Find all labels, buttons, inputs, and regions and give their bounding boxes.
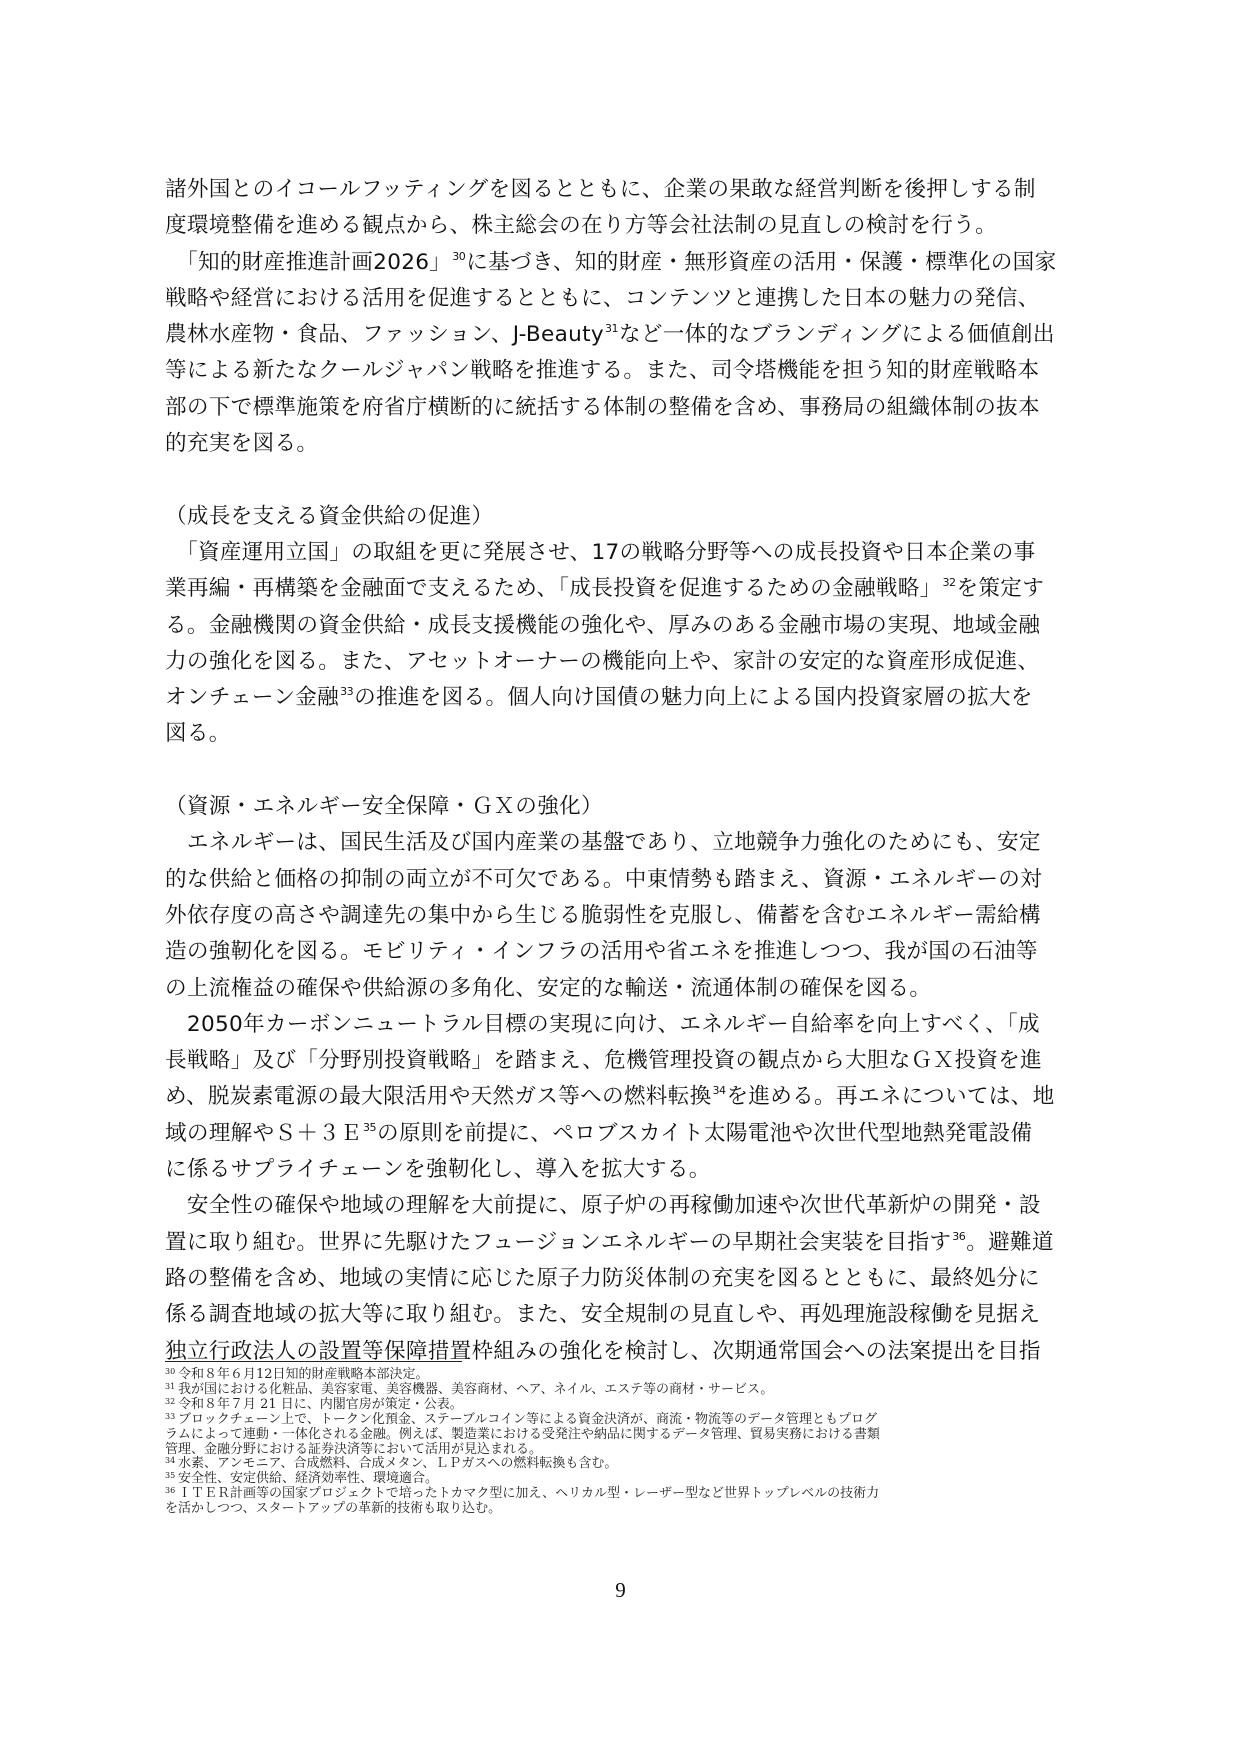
paragraph-line: 造の強靭化を図る。モビリティ・インフラの活用や省エネを推進しつつ、我が国の石油等 bbox=[165, 939, 1038, 965]
footnote-ref[interactable]: 32 bbox=[942, 576, 956, 590]
footnote-item: 31 我が国における化粧品、美容家電、美容機器、美容商材、ヘア、ネイル、エステ等の商材・サービス。 bbox=[165, 1381, 774, 1397]
paragraph-line bbox=[165, 1225, 1075, 1261]
footnote-ref[interactable]: 34 bbox=[712, 1084, 726, 1098]
text-run: 農林水産物・食品、ファッション、J-Beauty bbox=[165, 322, 604, 348]
footnote-text: 管理、金融分野における証券決済等において活用が見込まれる。 bbox=[165, 1441, 543, 1457]
text-run: 「知的財産推進計画2026」 bbox=[186, 249, 452, 275]
text-run: エネルギーは、国民生活及び国内産業の基盤であり、立地競争力強化のためにも、安定 bbox=[186, 830, 1041, 856]
text-run: の推進を図る。個人向け国債の魅力向上による国内投資家層の拡大を bbox=[354, 685, 1033, 711]
text-run: を進める。再エネについては、地 bbox=[726, 1084, 1055, 1110]
footnote-text: 安全性、安定供給、経済効率性、環境適合。 bbox=[178, 1471, 439, 1487]
footnote-separator bbox=[165, 1361, 462, 1362]
paragraph-line bbox=[165, 1188, 1075, 1224]
footnote-text: ラムによって連動・一体化される金融。例えば、製造業における受発注や納品に関するデータ管理、貿易実務における書類 bbox=[165, 1426, 880, 1442]
footnote-item: 34 水素、アンモニア、合成燃料、合成メタン、ＬＰガスへの燃料転換も含む。 bbox=[165, 1456, 618, 1472]
text-run: 安全性の確保や地域の理解を大前提に、原子炉の再稼働加速や次世代革新炉の開発・設 bbox=[186, 1193, 1041, 1219]
text-run: の原則を前提に、ペロブスカイト太陽電池や次世代型地熱発電設備 bbox=[377, 1120, 1033, 1146]
footnote-ref[interactable]: 35 bbox=[363, 1120, 377, 1134]
paragraph-line: 等による新たなクールジャパン戦略を推進する。また、司令塔機能を担う知的財産戦略本 bbox=[165, 358, 1040, 384]
paragraph-line: 路の整備を含め、地域の実情に応じた原子力防災体制の充実を図るとともに、最終処分に bbox=[165, 1265, 1040, 1291]
text-run: 。避難道 bbox=[966, 1229, 1054, 1255]
footnotes bbox=[165, 1368, 1075, 1517]
text-run: 業再編・再構築を金融面で支えるため、「成長投資を促進するための金融戦略」 bbox=[165, 576, 942, 602]
paragraph-line bbox=[165, 1007, 1075, 1043]
paragraph-line: 力の強化を図る。また、アセットオーナーの機能向上や、家計の安定的な資産形成促進、 bbox=[165, 648, 1040, 674]
text-run: 2050年カーボンニュートラル目標の実現に向け、エネルギー自給率を向上すべく、「成 bbox=[186, 1011, 1040, 1037]
section-heading: （資源・エネルギー安全保障・ＧＸの強化） bbox=[165, 794, 603, 820]
footnote-item: 36 ＩＴＥＲ計画等の国家プロジェクトで培ったトカマク型に加え、ヘリカル型・レーザー型など世界トップレベルの技術力 を活かしつつ、スタートアップの革新的技術も取り込む。 bbox=[165, 1487, 1075, 1517]
blank-line bbox=[165, 462, 1075, 498]
paragraph-line: 戦略や経営における活用を促進するとともに、コンテンツと連携した日本の魅力の発信、 bbox=[165, 285, 1040, 311]
text-run: オンチェーン金融 bbox=[165, 685, 340, 711]
paragraph-line bbox=[165, 1116, 1075, 1152]
text-run: 「資産運用立国」の取組を更に発展させ、17の戦略分野等への成長投資や日本企業の事 bbox=[186, 539, 1036, 565]
text-run: 置に取り組む。世界に先駆けたフュージョンエネルギーの早期社会実装を目指す bbox=[165, 1229, 952, 1255]
footnote-item: 35 安全性、安定供給、経済効率性、環境適合。 bbox=[165, 1471, 439, 1487]
paragraph-line: 独立行政法人の設置等保障措置枠組みの強化を検討し、次期通常国会への法案提出を目指 bbox=[165, 1338, 1041, 1364]
footnote-item: 32 令和８年７月 21 日に、内閣官房が策定・公表。 bbox=[165, 1396, 463, 1412]
paragraph-line: 諸外国とのイコールフッティングを図るとともに、企業の果敢な経営判断を後押しする制 bbox=[165, 177, 1036, 202]
paragraph-line: 長戦略」及び「分野別投資戦略」を踏まえ、危機管理投資の観点から大胆なＧＸ投資を進 bbox=[165, 1048, 1043, 1074]
footnote-item: 33 ブロックチェーン上で、トークン化預金、ステーブルコイン等による資金決済が、商流・物流等のデータ管理ともプログ ラムによって連動・一体化される金融。例えば、製造業における受発注や納品に関するデータ管理、貿易実務における書類 管理、金融分野における証券決済等において活用が見込まれる。 bbox=[165, 1413, 1075, 1458]
text-run: に基づき、知的財産・無形資産の活用・保護・標準化の国家 bbox=[466, 249, 1057, 275]
text-run: など一体的なブランディングによる価値創出 bbox=[619, 322, 1055, 348]
text-run: 域の理解やＳ＋３Ｅ bbox=[165, 1120, 363, 1146]
paragraph-line: る。金融機関の資金供給・成長支援機能の強化や、厚みのある金融市場の実現、地域金融 bbox=[165, 612, 1041, 638]
paragraph-line: 図る。 bbox=[165, 721, 231, 747]
paragraph-line: 的充実を図る。 bbox=[165, 431, 319, 457]
footnote-text: ＩＴＥＲ計画等の国家プロジェクトで培ったトカマク型に加え、ヘリカル型・レーザー型など世界トップレベルの技術力 bbox=[178, 1486, 880, 1502]
body-text bbox=[165, 172, 1075, 1370]
paragraph-line bbox=[165, 825, 1075, 861]
footnote-ref[interactable]: 30 bbox=[452, 249, 466, 263]
paragraph-line: 外依存度の高さや調達先の集中から生じる脆弱性を克服し、備蓄を含むエネルギー需給構 bbox=[165, 902, 1041, 928]
paragraph-line bbox=[165, 317, 1075, 353]
paragraph-line: 部の下で標準施策を府省庁横断的に統括する体制の整備を含め、事務局の組織体制の抜本 bbox=[165, 394, 1040, 420]
footnote-ref[interactable]: 31 bbox=[605, 322, 618, 336]
paragraph-line bbox=[165, 571, 1075, 607]
paragraph-line: 係る調査地域の拡大等に取り組む。また、安全規制の見直しや、再処理施設稼働を見据え bbox=[165, 1302, 1041, 1328]
paragraph-line: の上流権益の確保や供給源の多角化、安定的な輸送・流通体制の確保を図る。 bbox=[165, 975, 932, 1001]
blank-line bbox=[165, 753, 1075, 789]
paragraph-line bbox=[165, 245, 1075, 281]
paragraph-line: 的な供給と価格の抑制の両立が不可欠である。中東情勢も踏まえ、資源・エネルギーの対 bbox=[165, 866, 1043, 892]
paragraph-line bbox=[165, 1079, 1075, 1115]
text-run: め、脱炭素電源の最大限活用や天然ガス等への燃料転換 bbox=[165, 1084, 712, 1110]
footnote-text: ブロックチェーン上で、トークン化預金、ステーブルコイン等による資金決済が、商流・物流等のデータ管理ともプログ bbox=[178, 1411, 878, 1427]
footnote-ref[interactable]: 33 bbox=[340, 685, 354, 699]
footnote-text: 水素、アンモニア、合成燃料、合成メタン、ＬＰガスへの燃料転換も含む。 bbox=[178, 1456, 618, 1472]
footnote-text: 令和８年６月12日知的財産戦略本部決定。 bbox=[178, 1367, 429, 1382]
footnote-item: 30 令和８年６月12日知的財産戦略本部決定。 bbox=[165, 1367, 429, 1382]
page-number: 9 bbox=[615, 1578, 626, 1602]
footnote-text: 令和８年７月 21 日に、内閣官房が策定・公表。 bbox=[178, 1396, 463, 1412]
paragraph-line: 度環境整備を進める観点から、株主総会の在り方等会社法制の見直しの検討を行う。 bbox=[165, 213, 997, 239]
text-run: を策定す bbox=[956, 576, 1045, 602]
footnote-text: を活かしつつ、スタートアップの革新的技術も取り込む。 bbox=[165, 1501, 502, 1517]
paragraph-line: に係るサプライチェーンを強靭化し、導入を拡大する。 bbox=[165, 1157, 711, 1183]
paragraph-line bbox=[165, 680, 1075, 716]
footnote-text: 我が国における化粧品、美容家電、美容機器、美容商材、ヘア、ネイル、エステ等の商材・サービス。 bbox=[178, 1381, 774, 1397]
section-heading: （成長を支える資金供給の促進） bbox=[165, 503, 494, 529]
paragraph-line bbox=[165, 535, 1075, 571]
footnote-ref[interactable]: 36 bbox=[952, 1229, 966, 1243]
